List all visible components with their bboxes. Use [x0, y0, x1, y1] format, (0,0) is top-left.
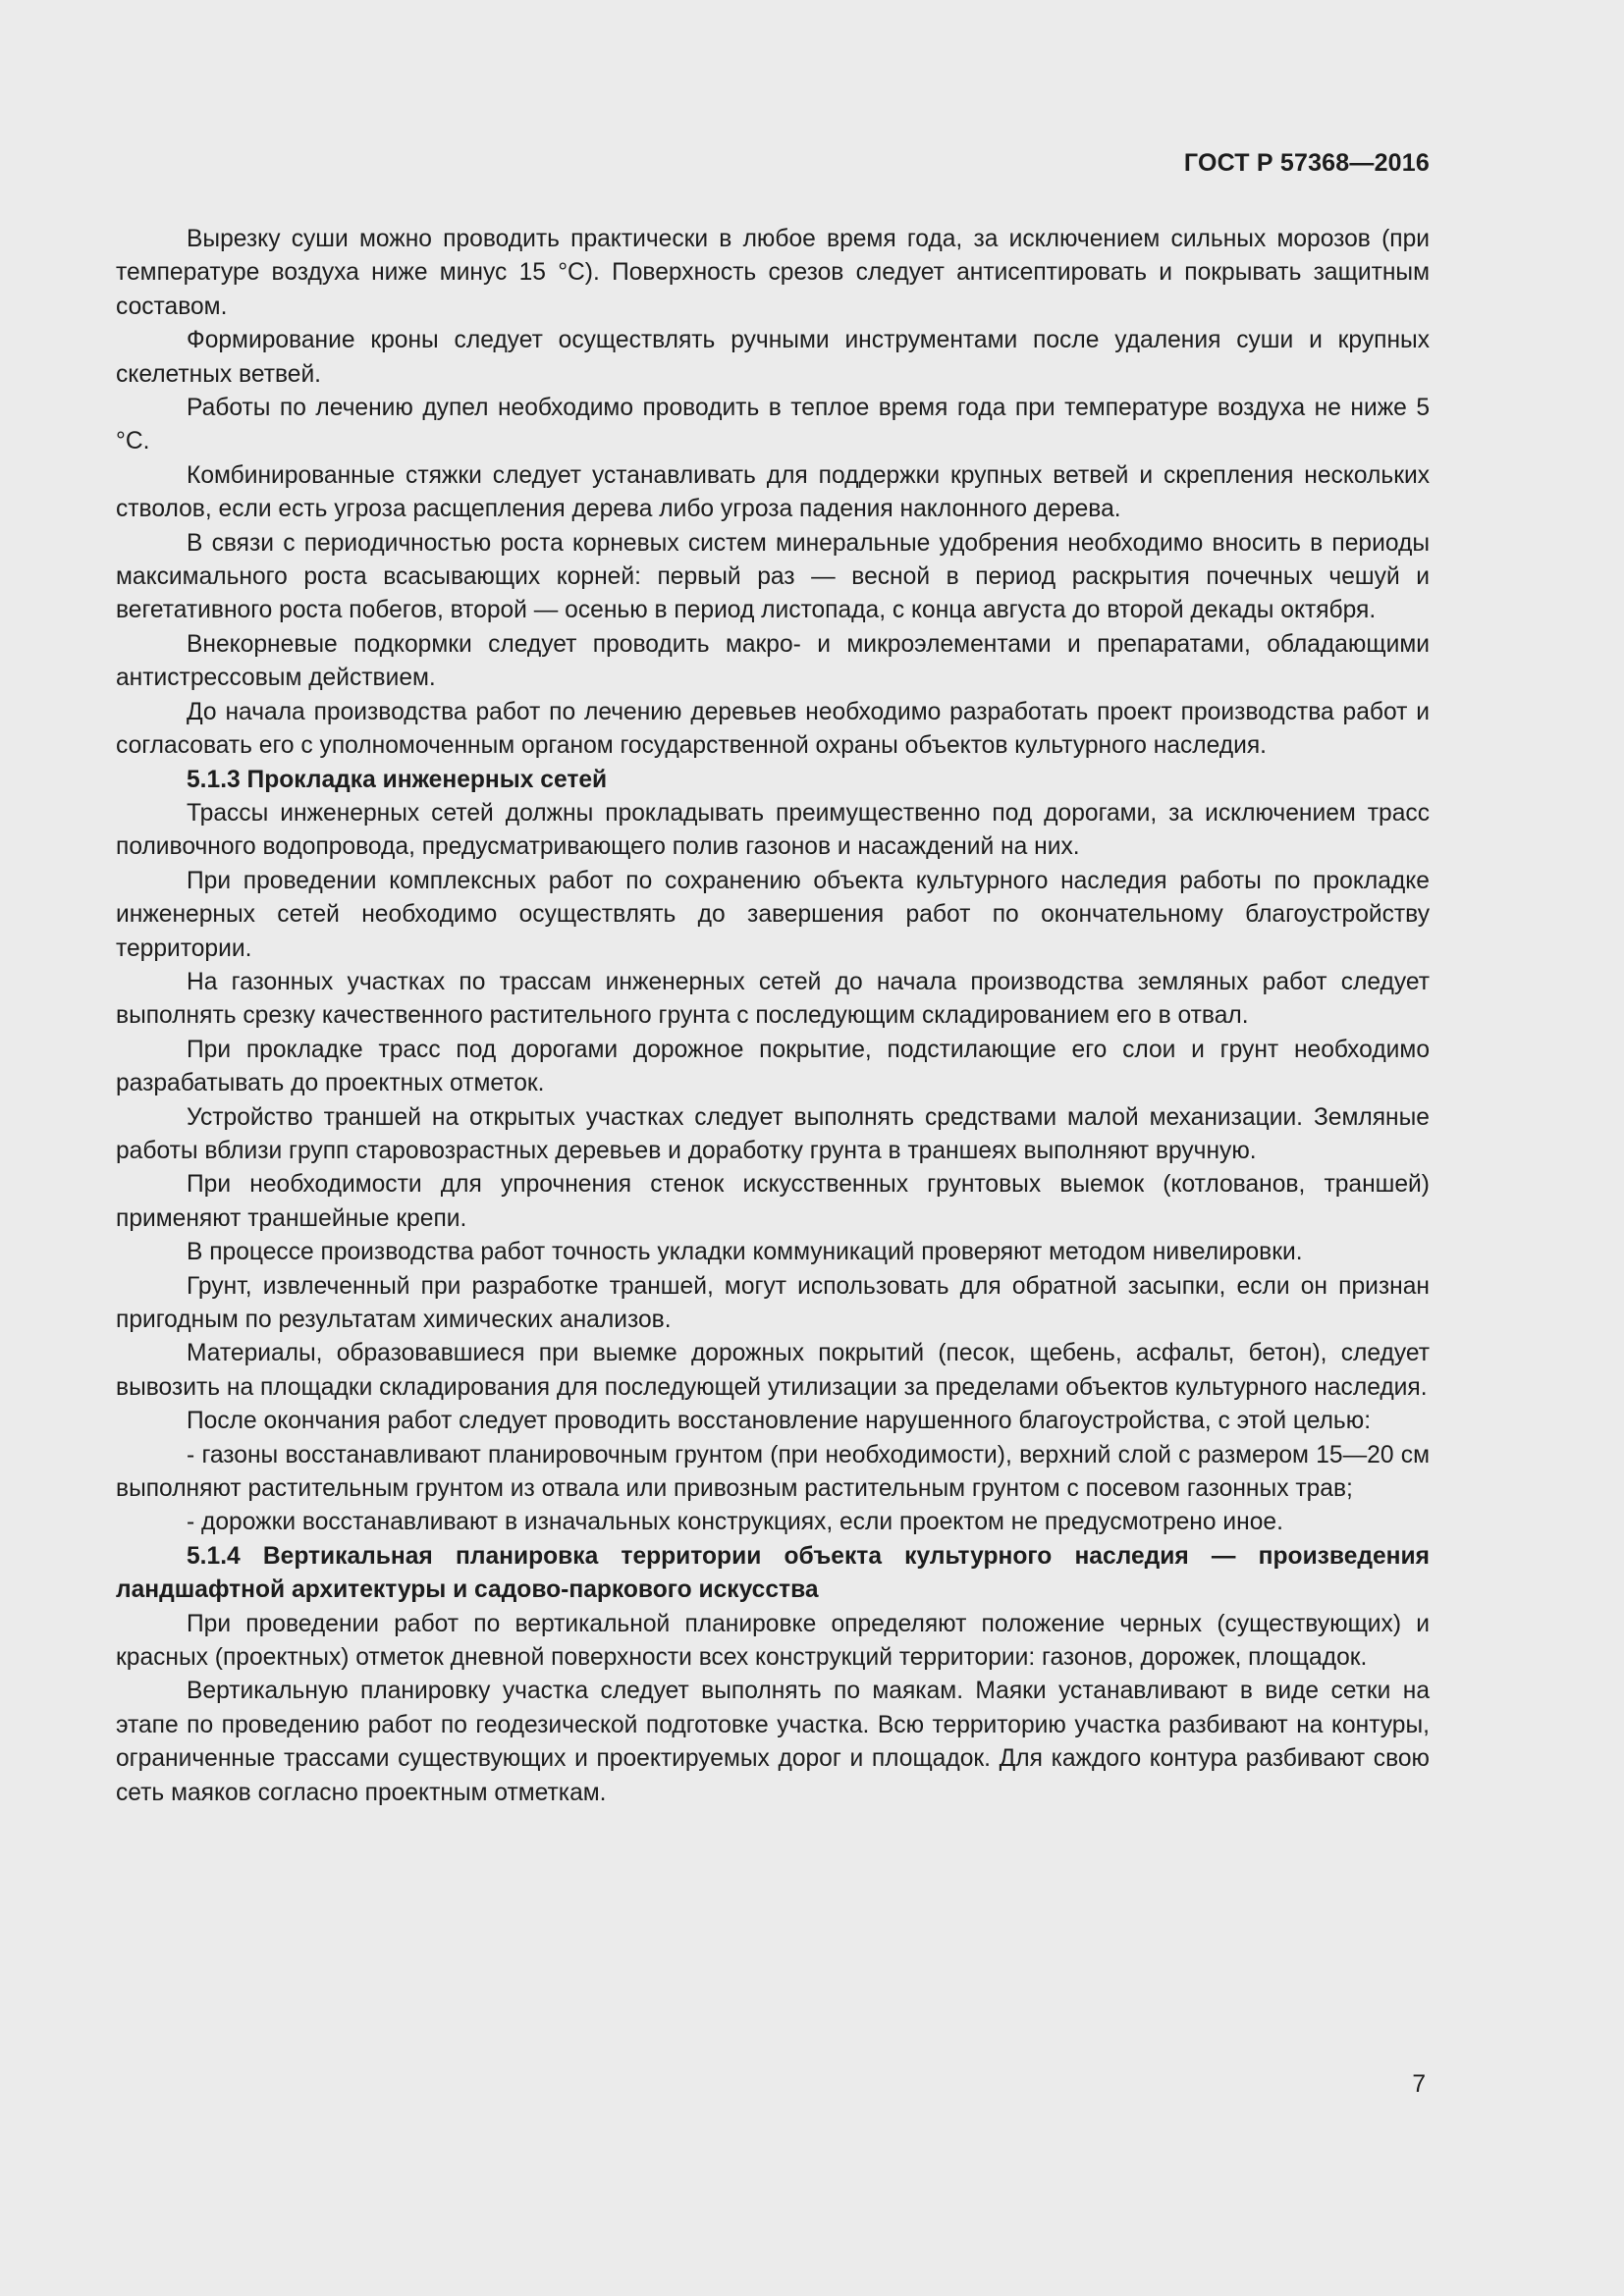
- paragraph: При проведении работ по вертикальной планировке определяют положение черных (существующих) и красных (проектных) отметок дневной поверхности всех конструкций территории: газонов, дорожек, площадок.: [116, 1610, 1430, 1672]
- paragraph: В процессе производства работ точность укладки коммуникаций проверяют методом нивелировки.: [187, 1239, 1303, 1266]
- paragraph: До начала производства работ по лечению деревьев необходимо разработать проект производства работ и согласовать его с уполномоченным органом государственной охраны объектов культурного наследия.: [116, 698, 1430, 760]
- paragraph: Формирование кроны следует осуществлять ручными инструментами после удаления суши и крупных скелетных ветвей.: [116, 327, 1430, 388]
- section-heading-5-1-4: 5.1.4 Вертикальная планировка территории объекта культурного наследия — произведения ландшафтной архитектуры и садово-паркового искусства: [116, 1542, 1430, 1604]
- paragraph: Устройство траншей на открытых участках следует выполнять средствами малой механизации. Земляные работы вблизи групп старовозрастных деревьев и доработку грунта в траншеях выполняют вручную.: [116, 1103, 1430, 1164]
- paragraph: При необходимости для упрочнения стенок искусственных грунтовых выемок (котлованов, траншей) применяют траншейные крепи.: [116, 1171, 1430, 1232]
- page-number: 7: [1412, 2071, 1426, 2098]
- standard-designation: ГОСТ Р 57368—2016: [1183, 149, 1430, 177]
- paragraph: Трассы инженерных сетей должны прокладывать преимущественно под дорогами, за исключением трасс поливочного водопровода, предусматривающего полив газонов и насаждений на них.: [116, 799, 1430, 861]
- paragraph: Комбинированные стяжки следует устанавливать для поддержки крупных ветвей и скрепления нескольких стволов, если есть угроза расщепления дерева либо угроза падения наклонного дерева.: [116, 461, 1430, 523]
- paragraph: Материалы, образовавшиеся при выемке дорожных покрытий (песок, щебень, асфальт, бетон), следует вывозить на площадки складирования для последующей утилизации за пределами объектов культурного наследия.: [116, 1340, 1430, 1401]
- paragraph: Работы по лечению дупел необходимо проводить в теплое время года при температуре воздуха не ниже 5 °С.: [116, 395, 1430, 455]
- paragraph: Грунт, извлеченный при разработке траншей, могут использовать для обратной засыпки, если он признан пригодным по результатам химических анализов.: [116, 1272, 1430, 1333]
- document-body: [116, 223, 1430, 1810]
- list-item: - газоны восстанавливают планировочным грунтом (при необходимости), верхний слой с размером 15—20 см выполняют растительным грунтом из отвала или привозным растительным грунтом с посевом газонных трав;: [116, 1441, 1430, 1503]
- section-heading-5-1-3: 5.1.3 Прокладка инженерных сетей: [187, 766, 608, 793]
- document-page: [116, 0, 1430, 2296]
- paragraph: После окончания работ следует проводить восстановление нарушенного благоустройства, с этой целью:: [187, 1408, 1372, 1435]
- paragraph: При прокладке трасс под дорогами дорожное покрытие, подстилающие его слои и грунт необходимо разрабатывать до проектных отметок.: [116, 1036, 1430, 1097]
- list-item: - дорожки восстанавливают в изначальных конструкциях, если проектом не предусмотрено иное.: [187, 1509, 1283, 1536]
- paragraph: На газонных участках по трассам инженерных сетей до начала производства земляных работ следует выполнять срезку качественного растительного грунта с последующим складированием его в отвал.: [116, 968, 1430, 1030]
- paragraph: Вертикальную планировку участка следует выполнять по маякам. Маяки устанавливают в виде сетки на этапе по проведению работ по геодезической подготовке участка. Всю территорию участка разбивают на контуры, ограниченные трассами существующих и проектируемых дорог и площадок. Для каждого контура разбивают свою сеть маяков согласно проектным отметкам.: [116, 1678, 1430, 1806]
- paragraph: Вырезку суши можно проводить практически в любое время года, за исключением сильных морозов (при температуре воздуха ниже минус 15 °С). Поверхность срезов следует антисептировать и покрывать защитным составом.: [116, 226, 1430, 320]
- paragraph: В связи с периодичностью роста корневых систем минеральные удобрения необходимо вносить в периоды максимального роста всасывающих корней: первый раз — весной в период раскрытия почечных чешуй и вегетативного роста побегов, второй — осенью в период листопада, с конца августа до второй декады октября.: [116, 529, 1430, 624]
- paragraph: Внекорневые подкормки следует проводить макро- и микроэлементами и препаратами, обладающими антистрессовым действием.: [116, 630, 1430, 692]
- paragraph: При проведении комплексных работ по сохранению объекта культурного наследия работы по прокладке инженерных сетей необходимо осуществлять до завершения работ по окончательному благоустройству территории.: [116, 867, 1430, 962]
